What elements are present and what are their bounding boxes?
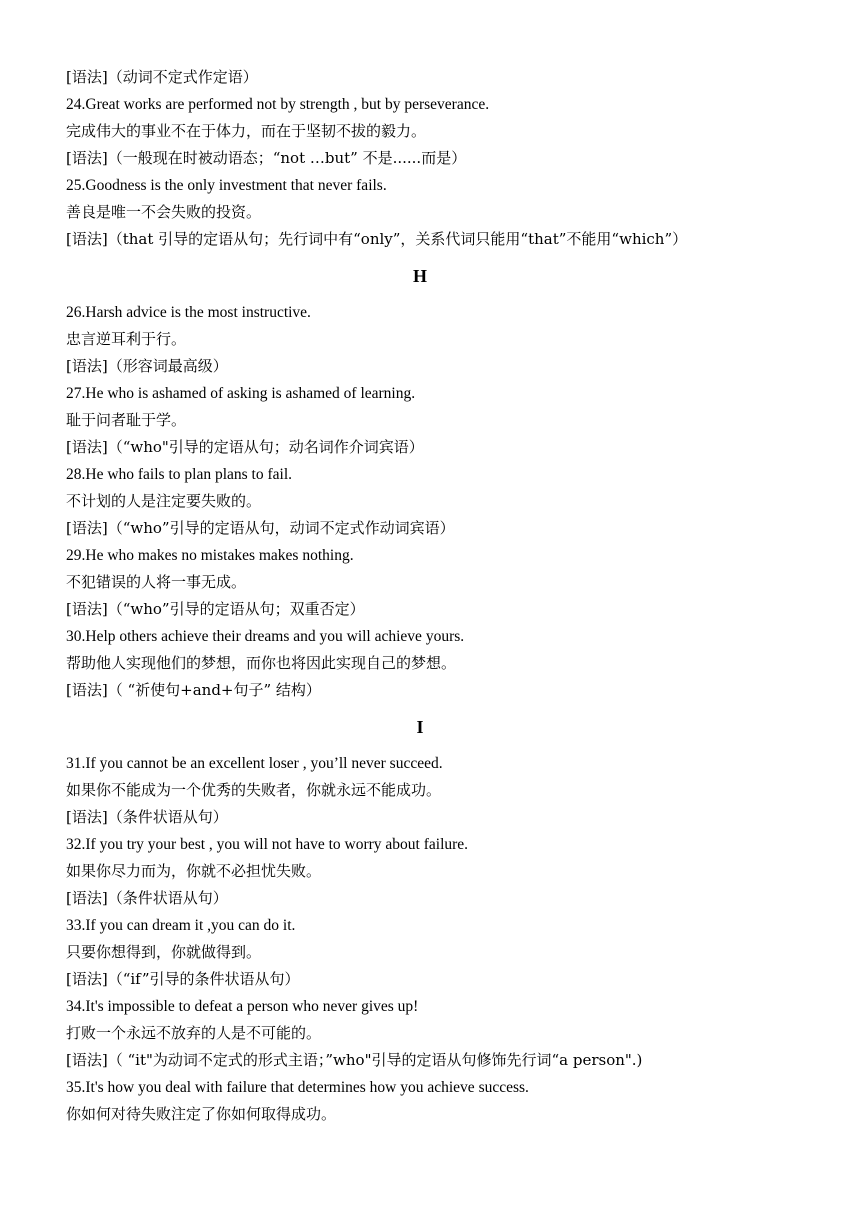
english-sentence: 35.It's how you deal with failure that determines how you achieve success. [66,1079,529,1096]
chinese-translation: 只要你想得到，你就做得到。 [66,943,262,961]
english-sentence: 34.It's impossible to defeat a person who never gives up! [66,998,419,1015]
section-heading: H [412,266,427,286]
grammar-note: [语法]（条件状语从句） [66,808,228,826]
english-sentence: 27.He who is ashamed of asking is ashamed of learning. [66,385,416,402]
english-sentence: 25.Goodness is the only investment that never fails. [66,177,387,194]
chinese-translation: 如果你尽力而为，你就不必担忧失败。 [66,862,322,880]
grammar-note: [语法]（一般现在时被动语态；“not …but” 不是......而是） [66,149,467,167]
chinese-translation: 打败一个永远不放弃的人是不可能的。 [66,1024,322,1042]
chinese-translation: 你如何对待失败注定了你如何取得成功。 [66,1105,337,1123]
document-body [0,64,860,1128]
chinese-translation: 如果你不能成为一个优秀的失败者，你就永远不能成功。 [66,781,442,799]
grammar-note: [语法]（“who”引导的定语从句，动词不定式作动词宾语） [66,519,455,537]
english-sentence: 26.Harsh advice is the most instructive. [66,304,311,321]
english-sentence: 28.He who fails to plan plans to fail. [66,466,292,483]
grammar-note: [语法]（that 引导的定语从句；先行词中有“only”，关系代词只能用“that”不能用“which”） [66,230,688,248]
chinese-translation: 不犯错误的人将一事无成。 [66,573,247,591]
chinese-translation: 帮助他人实现他们的梦想，而你也将因此实现自己的梦想。 [66,654,457,672]
grammar-note: [语法]（ “祈使句+and+句子” 结构） [66,681,321,699]
grammar-note: [语法]（“if”引导的条件状语从句） [66,970,300,988]
chinese-translation: 忠言逆耳利于行。 [66,330,187,348]
section-heading: I [416,717,424,737]
english-sentence: 32.If you try your best , you will not have to worry about failure. [66,836,469,853]
english-sentence: 31.If you cannot be an excellent loser , you’ll never succeed. [66,755,443,772]
chinese-translation: 完成伟大的事业不在于体力，而在于坚韧不拔的毅力。 [66,122,427,140]
grammar-note: [语法]（ “it"为动词不定式的形式主语；”who"引导的定语从句修饰先行词“a person".) [66,1051,643,1069]
grammar-note: [语法]（形容词最高级） [66,357,228,375]
english-sentence: 29.He who makes no mistakes makes nothing. [66,547,354,564]
grammar-note: [语法]（条件状语从句） [66,889,228,907]
english-sentence: 24.Great works are performed not by strength , but by perseverance. [66,96,490,113]
english-sentence: 33.If you can dream it ,you can do it. [66,917,296,934]
english-sentence: 30.Help others achieve their dreams and you will achieve yours. [66,628,465,645]
grammar-note: [语法]（“who"引导的定语从句；动名词作介词宾语） [66,438,424,456]
grammar-note: [语法]（动词不定式作定语） [66,68,258,86]
chinese-translation: 耻于问者耻于学。 [66,411,187,429]
grammar-note: [语法]（“who”引导的定语从句；双重否定） [66,600,365,618]
chinese-translation: 不计划的人是注定要失败的。 [66,492,262,510]
chinese-translation: 善良是唯一不会失败的投资。 [66,203,262,221]
